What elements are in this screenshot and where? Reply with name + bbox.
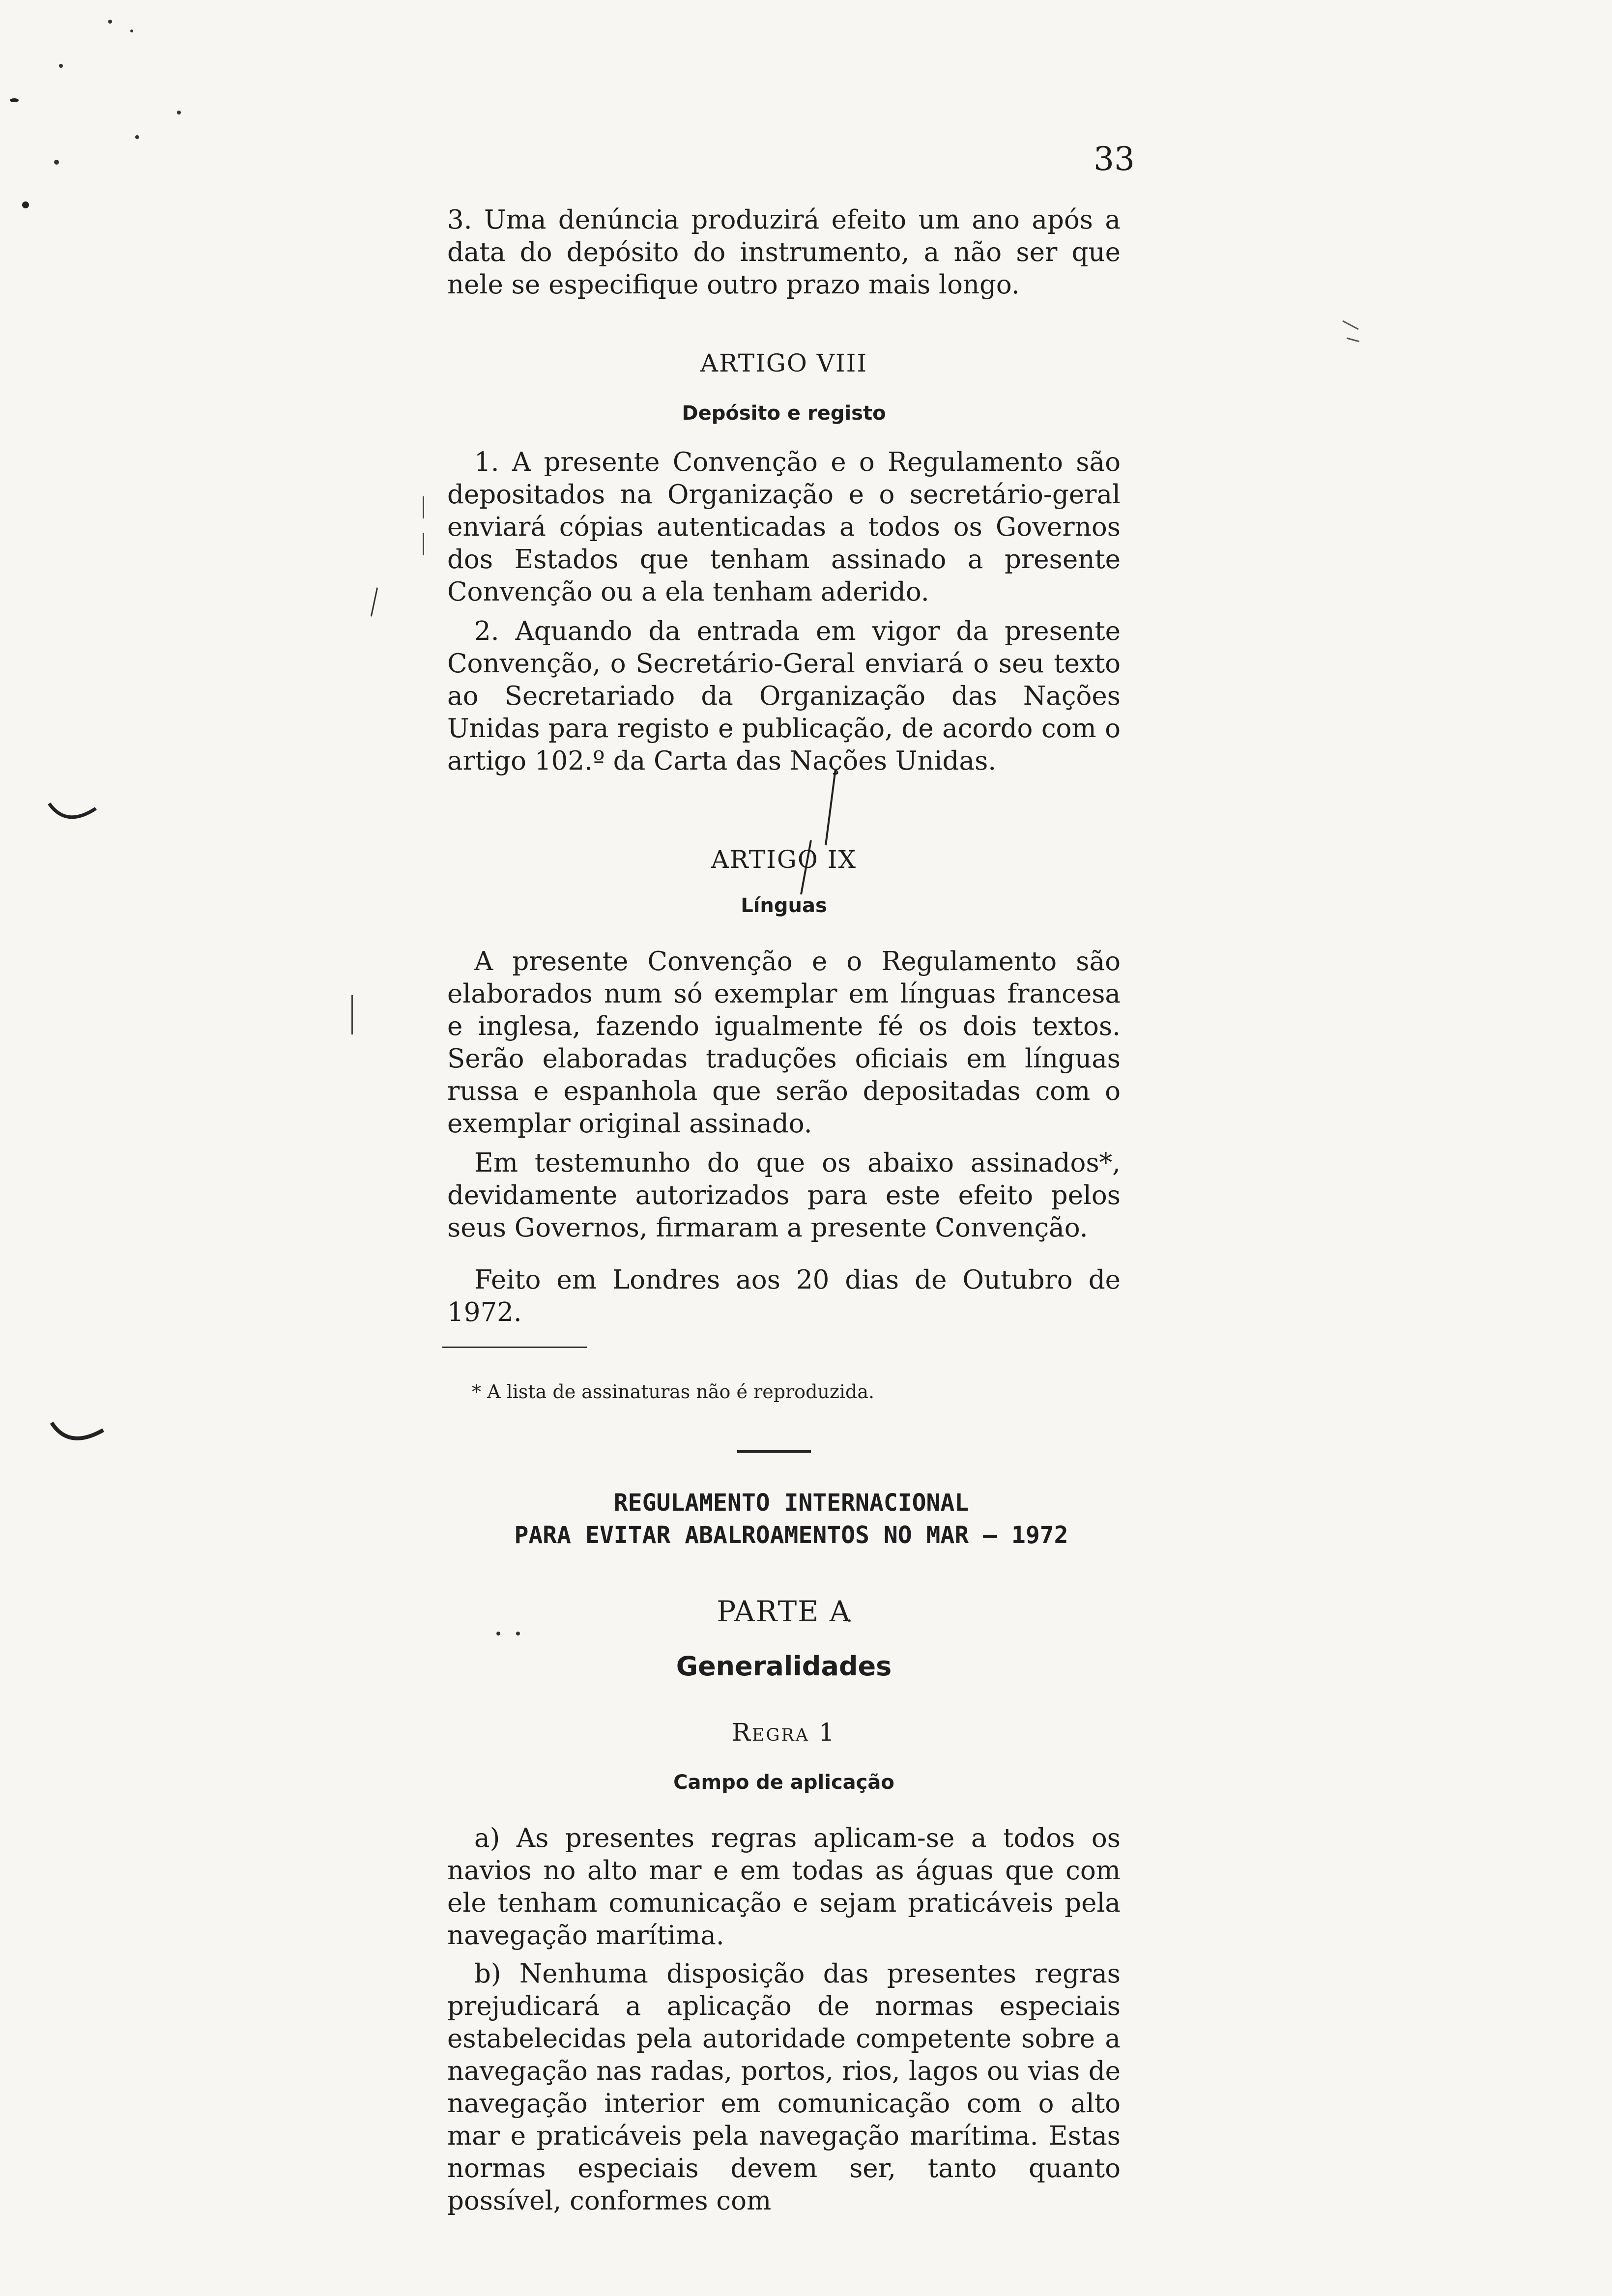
rule-1-item-a: a) As presentes regras aplicam-se a todos os navios no alto mar e em todas as águas que com ele tenham comunicação e sejam praticáveis pela navegação marítima.	[447, 1823, 1121, 1951]
regulation-title-line-1: REGULAMENTO INTERNACIONAL	[613, 1489, 969, 1517]
margin-tick	[423, 496, 424, 518]
section-separator	[737, 1450, 811, 1453]
article-8-paragraph-1: 1. A presente Convenção e o Regulamento são depositados na Organização e o secretário-geral enviará cópias autenticadas a todos os Governos dos Estados que tenham assinado a presente Convenção ou a ela tenham aderido.	[447, 447, 1121, 607]
art7-paragraph-3: 3. Uma denúncia produzirá efeito um ano após a data do depósito do instrumento, a não ser que nele se especifique outro prazo mais longo.	[447, 205, 1121, 300]
article-9-heading: ARTIGO IX	[711, 845, 857, 874]
scan-speck	[135, 135, 139, 139]
scan-speck	[108, 20, 112, 24]
rule-heading: Regra 1	[732, 1718, 836, 1747]
article-9-paragraph-2: Em testemunho do que os abaixo assinados*, devidamente autorizados para este efeito pelos seus Governos, firmaram a presente Convenção.	[447, 1148, 1121, 1243]
article-8-heading: ARTIGO VIII	[700, 349, 868, 377]
article-8	[447, 349, 1121, 777]
margin-tick	[423, 533, 424, 555]
scan-speck	[177, 111, 181, 115]
article-9	[447, 845, 1121, 1329]
regulation-title	[442, 1487, 1140, 1551]
margin-dash	[1347, 338, 1359, 343]
part-title: Generalidades	[676, 1651, 892, 1682]
scan-speck	[59, 64, 63, 68]
regulation-title-line-2: PARA EVITAR ABALROAMENTOS NO MAR — 1972	[514, 1521, 1068, 1549]
footnote: * A lista de assinaturas não é reproduzida.	[472, 1381, 875, 1403]
scan-speck	[22, 201, 29, 208]
margin-curve-mark	[49, 1418, 108, 1452]
article-9-closing: Feito em Londres aos 20 dias de Outubro de 1972.	[447, 1265, 1121, 1327]
article-9-paragraph-1: A presente Convenção e o Regulamento são elaborados num só exemplar em línguas francesa e inglesa, fazendo igualmente fé os dois textos. Serão elaboradas traduções oficiais em línguas russa e espanhola que serão depositadas com o exemplar original assinado.	[447, 947, 1121, 1139]
art7-continuation	[447, 204, 1121, 301]
scan-speck	[54, 160, 59, 165]
scan-speck	[130, 29, 133, 32]
part-a	[447, 1595, 1121, 2217]
article-9-subheading: Línguas	[741, 894, 827, 917]
part-heading: PARTE A	[717, 1595, 851, 1628]
article-8-paragraph-2: 2. Aquando da entrada em vigor da presente Convenção, o Secretário-Geral enviará o seu texto ao Secretariado da Organização das Nações Unidas para registo e publicação, de acordo com o artigo 102.º da Carta das Nações Unidas.	[447, 616, 1121, 776]
page-number: 33	[1094, 140, 1135, 178]
margin-dash	[1342, 320, 1358, 330]
article-8-subheading: Depósito e registo	[682, 402, 886, 425]
footnote-separator	[442, 1347, 587, 1348]
rule-1-item-b: b) Nenhuma disposição das presentes regras prejudicará a aplicação de normas especiais estabelecidas pela autoridade competente sobre a navegação nas radas, portos, rios, lagos ou vias de navegação interior em comunicação com o alto mar e praticáveis pela navegação marítima. Estas normas especiais devem ser, tanto quanto possível, conformes com	[447, 1959, 1121, 2216]
margin-tick	[371, 587, 378, 616]
scan-speck	[10, 98, 19, 102]
rule-title: Campo de aplicação	[673, 1771, 894, 1794]
margin-tick	[351, 995, 353, 1034]
margin-curve-mark	[47, 799, 101, 828]
